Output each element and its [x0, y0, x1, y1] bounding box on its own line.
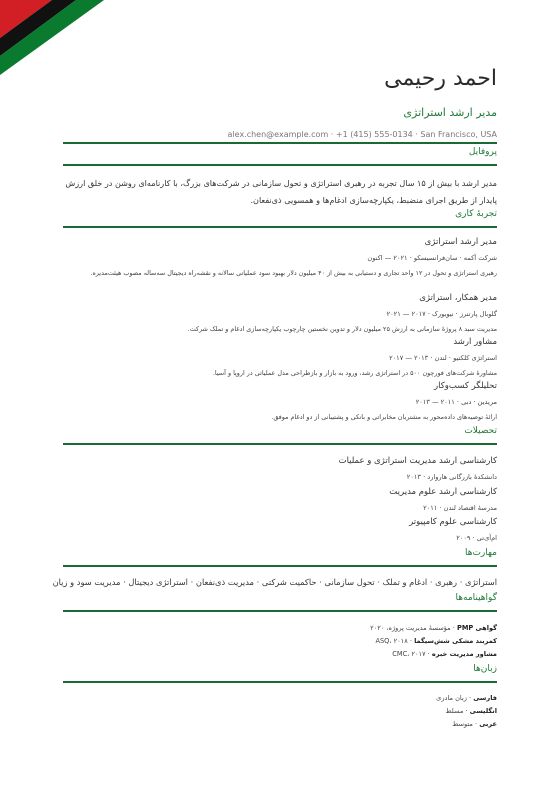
- language-name: فارسی: [473, 694, 497, 702]
- section-title-certifications: گواهینامه‌ها: [455, 593, 497, 603]
- certification-name: کمربند مشکی شش‌سیگما: [414, 637, 497, 645]
- section-divider: [63, 610, 497, 612]
- degree-title: کارشناسی ارشد علوم مدیریت: [389, 487, 497, 497]
- section-title-profile: پروفایل: [468, 147, 497, 157]
- language-item: [436, 694, 497, 702]
- section-divider: [63, 226, 497, 228]
- contact-line: alex.chen@example.com · +1 (415) 555-0134 · San Francisco, USA: [227, 130, 497, 139]
- language-item: [452, 720, 497, 728]
- language-level: · زبان مادری: [436, 694, 474, 702]
- certification-item: [392, 650, 497, 658]
- certification-item: [375, 637, 497, 645]
- candidate-name: احمد رحیمی: [384, 66, 497, 91]
- degree-title: کارشناسی علوم کامپیوتر: [409, 517, 497, 527]
- degree-school: مدرسهٔ اقتصاد لندن · ۲۰۱۱: [423, 504, 497, 512]
- job-description: مشاورهٔ شرکت‌های فورچون ۵۰۰ در استراتژی رشد، ورود به بازار و بازطراحی مدل عملیاتی در اروپا و آسیا.: [212, 369, 497, 377]
- language-level: · مسلط: [445, 707, 470, 715]
- certification-name: مشاور مدیریت خبره: [431, 650, 497, 658]
- job-title: مدیر همکار، استراتژی: [419, 293, 497, 303]
- job-meta: مریدین · دبی · ۲۰۱۱ — ۲۰۱۳: [415, 398, 497, 406]
- job-meta: گلوبال پارتنرز · نیویورک · ۲۰۱۷ — ۲۰۲۱: [386, 310, 497, 318]
- skills-list: استراتژی · رهبری · ادغام و تملک · تحول سازمانی · حاکمیت شرکتی · مدیریت ذی‌نفعان · استراتژی دیجیتال · مدیریت سود و زیان: [52, 577, 497, 587]
- section-title-education: تحصیلات: [464, 426, 497, 436]
- certification-item: [370, 624, 497, 632]
- degree-school: ام‌آی‌تی · ۲۰۰۹: [456, 534, 497, 542]
- profile-summary: مدیر ارشد با بیش از ۱۵ سال تجربه در رهبری استراتژی و تحول سازمانی در شرکت‌های بزرگ، با کارنامه‌ای روشن در خلق ارزش پایدار از طریق اجرای منضبط، یکپارچه‌سازی ادغام‌ها و همسویی ذی‌نفعان.: [65, 178, 497, 205]
- degree-title: کارشناسی ارشد مدیریت استراتژی و عملیات: [338, 456, 497, 466]
- flag-corner-decoration: [0, 0, 110, 80]
- certification-name: گواهی PMP: [456, 624, 497, 632]
- language-name: عربی: [479, 720, 497, 728]
- job-meta: استراتژی کلکتیو · لندن · ۲۰۱۳ — ۲۰۱۷: [389, 354, 497, 362]
- certification-detail: · ASQ، ۲۰۱۸: [375, 637, 415, 645]
- certification-detail: · CMC، ۲۰۱۷: [392, 650, 432, 658]
- section-divider: [63, 164, 497, 166]
- job-title: مشاور ارشد: [453, 337, 497, 347]
- language-level: · متوسط: [452, 720, 480, 728]
- language-name: انگلیسی: [469, 707, 497, 715]
- job-meta: شرکت آکمه · سان‌فرانسیسکو · ۲۰۲۱ — اکنون: [367, 254, 497, 262]
- section-divider: [63, 443, 497, 445]
- certification-detail: · مؤسسهٔ مدیریت پروژه، ۲۰۲۰: [370, 624, 457, 632]
- section-title-skills: مهارت‌ها: [464, 548, 497, 558]
- language-item: [446, 707, 498, 715]
- section-divider: [63, 565, 497, 567]
- section-title-languages: زبان‌ها: [473, 664, 497, 674]
- job-description: ارائهٔ توصیه‌های داده‌محور به مشتریان مخابراتی و بانکی و پشتیبانی از دو ادغام موفق.: [271, 413, 497, 421]
- job-description: رهبری استراتژی و تحول در ۱۲ واحد تجاری و دستیابی به بیش از ۴۰ میلیون دلار بهبود سود عملیاتی سالانه و نقشه‌راه دیجیتال سه‌ساله مصوب هیئت‌مدیره.: [90, 269, 497, 277]
- degree-school: دانشکدهٔ بازرگانی هاروارد · ۲۰۱۳: [406, 473, 497, 481]
- section-divider: [63, 681, 497, 683]
- candidate-role: مدیر ارشد استراتژی: [403, 106, 497, 119]
- job-title: مدیر ارشد استراتژی: [424, 237, 497, 247]
- section-title-experience: تجربهٔ کاری: [455, 209, 497, 219]
- job-title: تحلیلگر کسب‌وکار: [434, 381, 497, 391]
- job-description: مدیریت سبد ۸ پروژهٔ سازمانی به ارزش ۲۵ میلیون دلار و تدوین نخستین چارچوب یکپارچه‌سازی ادغام و تملک شرکت.: [187, 325, 497, 333]
- section-divider: [63, 142, 497, 144]
